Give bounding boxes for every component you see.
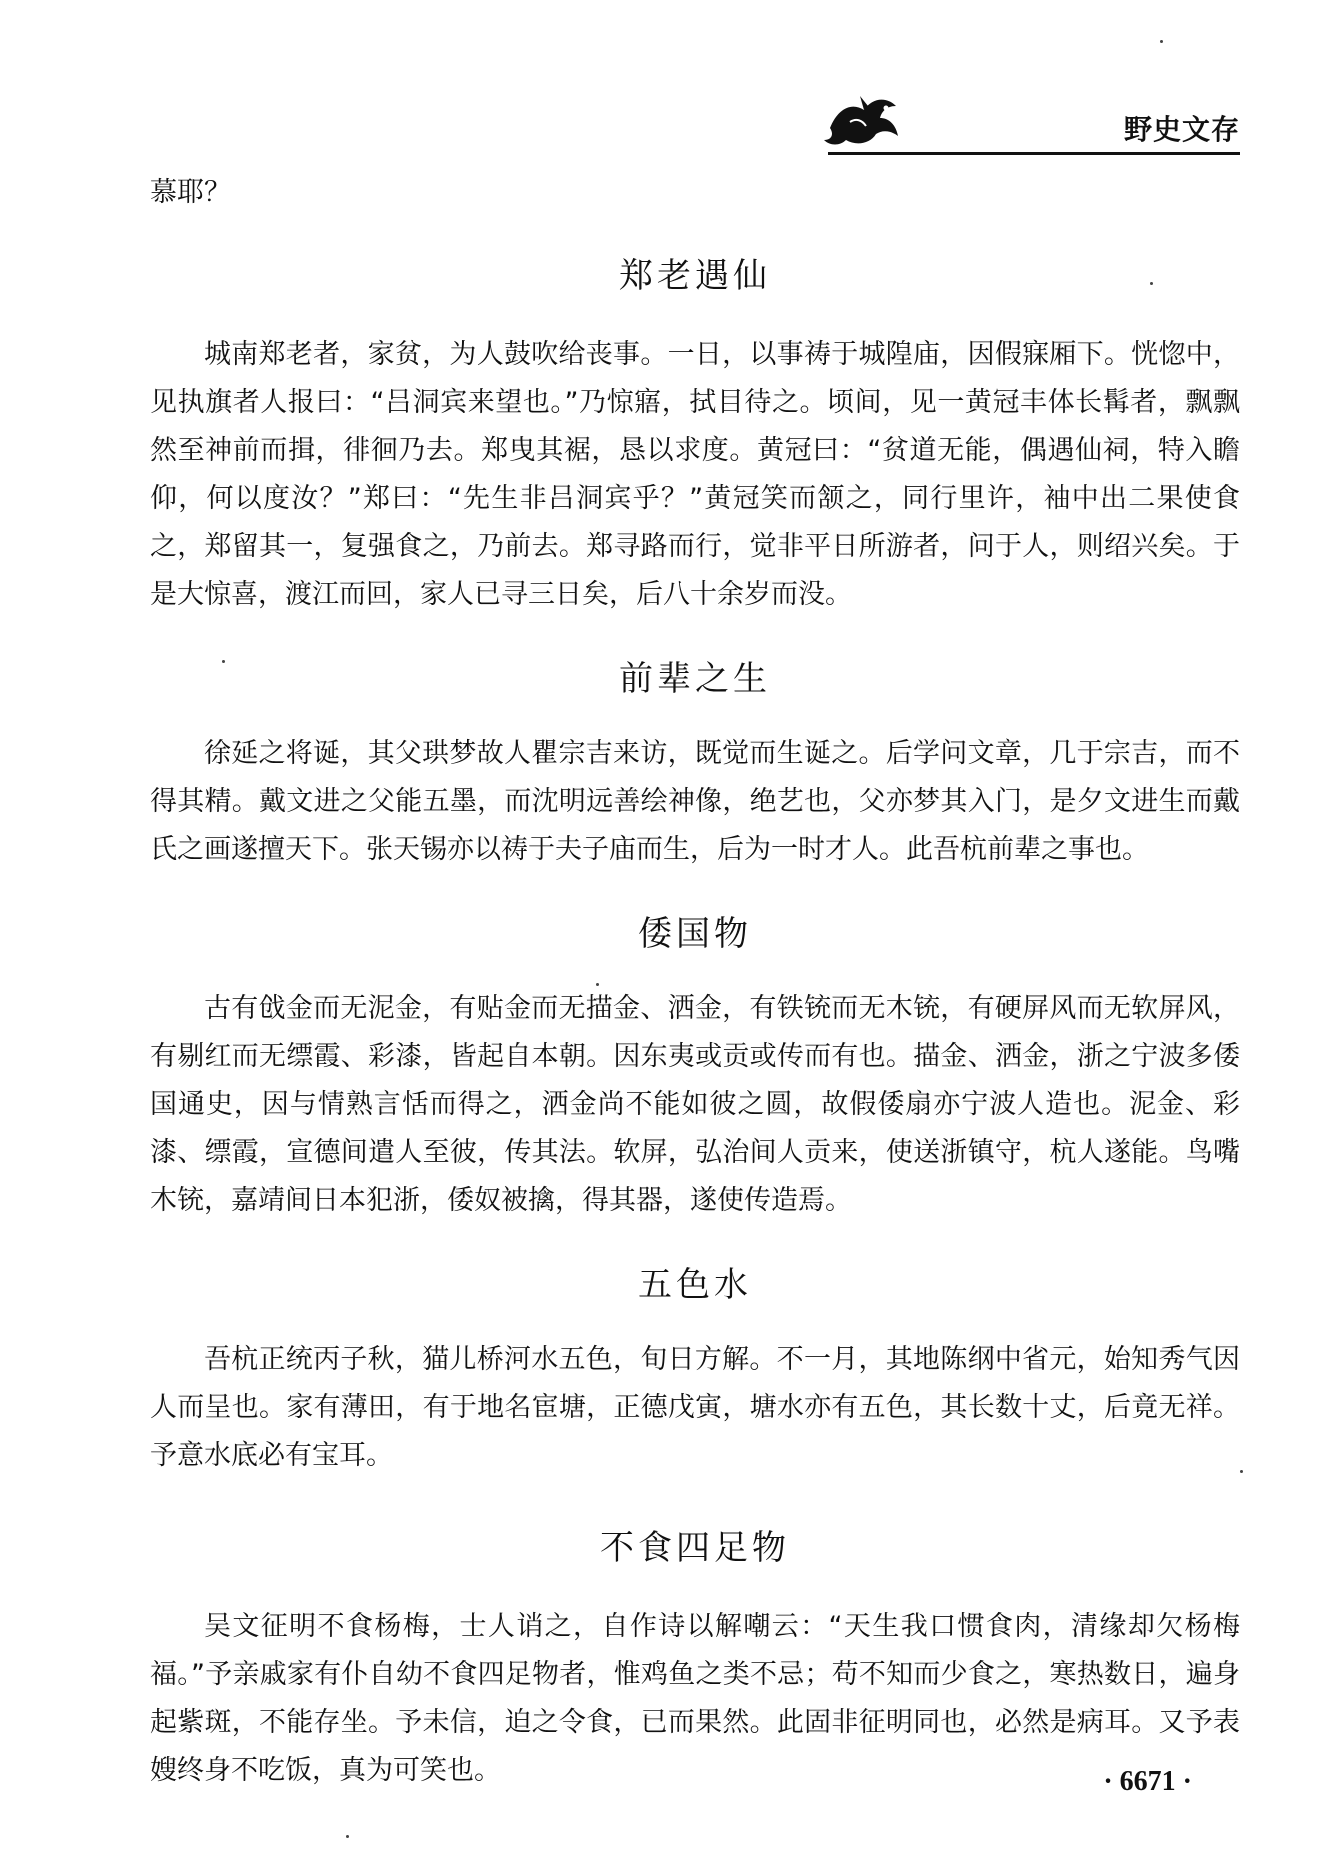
section-paragraph: 吴文征明不食杨梅，士人诮之，自作诗以解嘲云：“天生我口惯食肉，清缘却欠杨梅福。”予亲戚家有仆自幼不食四足物者，惟鸡鱼之类不忌；苟不知而少食之，寒热数日，遍身起紫斑，不能存坐。予未信，迫之令食，已而果然。此固非征明同也，必然是病耳。又予表嫂终身不吃饭，真为可笑也。 bbox=[150, 1611, 1240, 1786]
section-title: 郑老遇仙 bbox=[619, 256, 771, 296]
scan-speck bbox=[1240, 1470, 1243, 1473]
scan-speck bbox=[346, 1835, 349, 1838]
section-paragraph: 徐延之将诞，其父珙梦故人瞿宗吉来访，既觉而生诞之。后学问文章，几于宗吉，而不得其精。戴文进之父能五墨，而沈明远善绘神像，绝艺也，父亦梦其入门，是夕文进生而戴氏之画遂擅天下。张天锡亦以祷于夫子庙而生，后为一时才人。此吾杭前辈之事也。 bbox=[150, 738, 1240, 865]
dragon-icon bbox=[820, 88, 904, 150]
scan-speck bbox=[1150, 282, 1153, 285]
scan-speck bbox=[222, 660, 225, 663]
section-title: 不食四足物 bbox=[600, 1528, 790, 1568]
section-title: 五色水 bbox=[638, 1265, 752, 1305]
page-body bbox=[150, 170, 1240, 1795]
running-header-title: 野史文存 bbox=[1123, 113, 1240, 146]
section-paragraph: 城南郑老者，家贫，为人鼓吹给丧事。一日，以事祷于城隍庙，因假寐厢下。恍惚中，见执旗者人报曰：“吕洞宾来望也。”乃惊寤，拭目待之。顷间，见一黄冠丰体长髯者，飘飘然至神前而揖，徘徊乃去。郑曳其裾，恳以求度。黄冠曰：“贫道无能，偶遇仙祠，特入瞻仰，何以度汝？”郑曰：“先生非吕洞宾乎？”黄冠笑而颔之，同行里许，袖中出二果使食之，郑留其一，复强食之，乃前去。郑寻路而行，觉非平日所游者，问于人，则绍兴矣。于是大惊喜，渡江而回，家人已寻三日矣，后八十余岁而没。 bbox=[150, 339, 1240, 610]
section-paragraph: 吾杭正统丙子秋，猫儿桥河水五色，旬日方解。不一月，其地陈纲中省元，始知秀气因人而呈也。家有薄田，有于地名宦塘，正德戊寅，塘水亦有五色，其长数十丈，后竟无祥。予意水底必有宝耳。 bbox=[150, 1344, 1240, 1471]
scan-speck bbox=[596, 983, 599, 986]
scan-speck bbox=[1160, 40, 1163, 43]
running-header bbox=[820, 88, 1240, 160]
page-number: · 6671 · bbox=[1103, 1766, 1192, 1797]
carryover-text: 慕耶？ bbox=[150, 177, 231, 208]
section-paragraph: 古有戗金而无泥金，有贴金而无描金、洒金，有铁铳而无木铳，有硬屏风而无软屏风，有剔红而无缥霞、彩漆，皆起自本朝。因东夷或贡或传而有也。描金、洒金，浙之宁波多倭国通史，因与情熟言恬而得之，洒金尚不能如彼之圆，故假倭扇亦宁波人造也。泥金、彩漆、缥霞，宣德间遣人至彼，传其法。软屏，弘治间人贡来，使送浙镇守，杭人遂能。鸟嘴木铳，嘉靖间日本犯浙，倭奴被擒，得其器，遂使传造焉。 bbox=[150, 993, 1240, 1216]
section-title: 倭国物 bbox=[638, 914, 752, 954]
header-divider bbox=[828, 152, 1240, 155]
section-title: 前辈之生 bbox=[619, 659, 771, 699]
